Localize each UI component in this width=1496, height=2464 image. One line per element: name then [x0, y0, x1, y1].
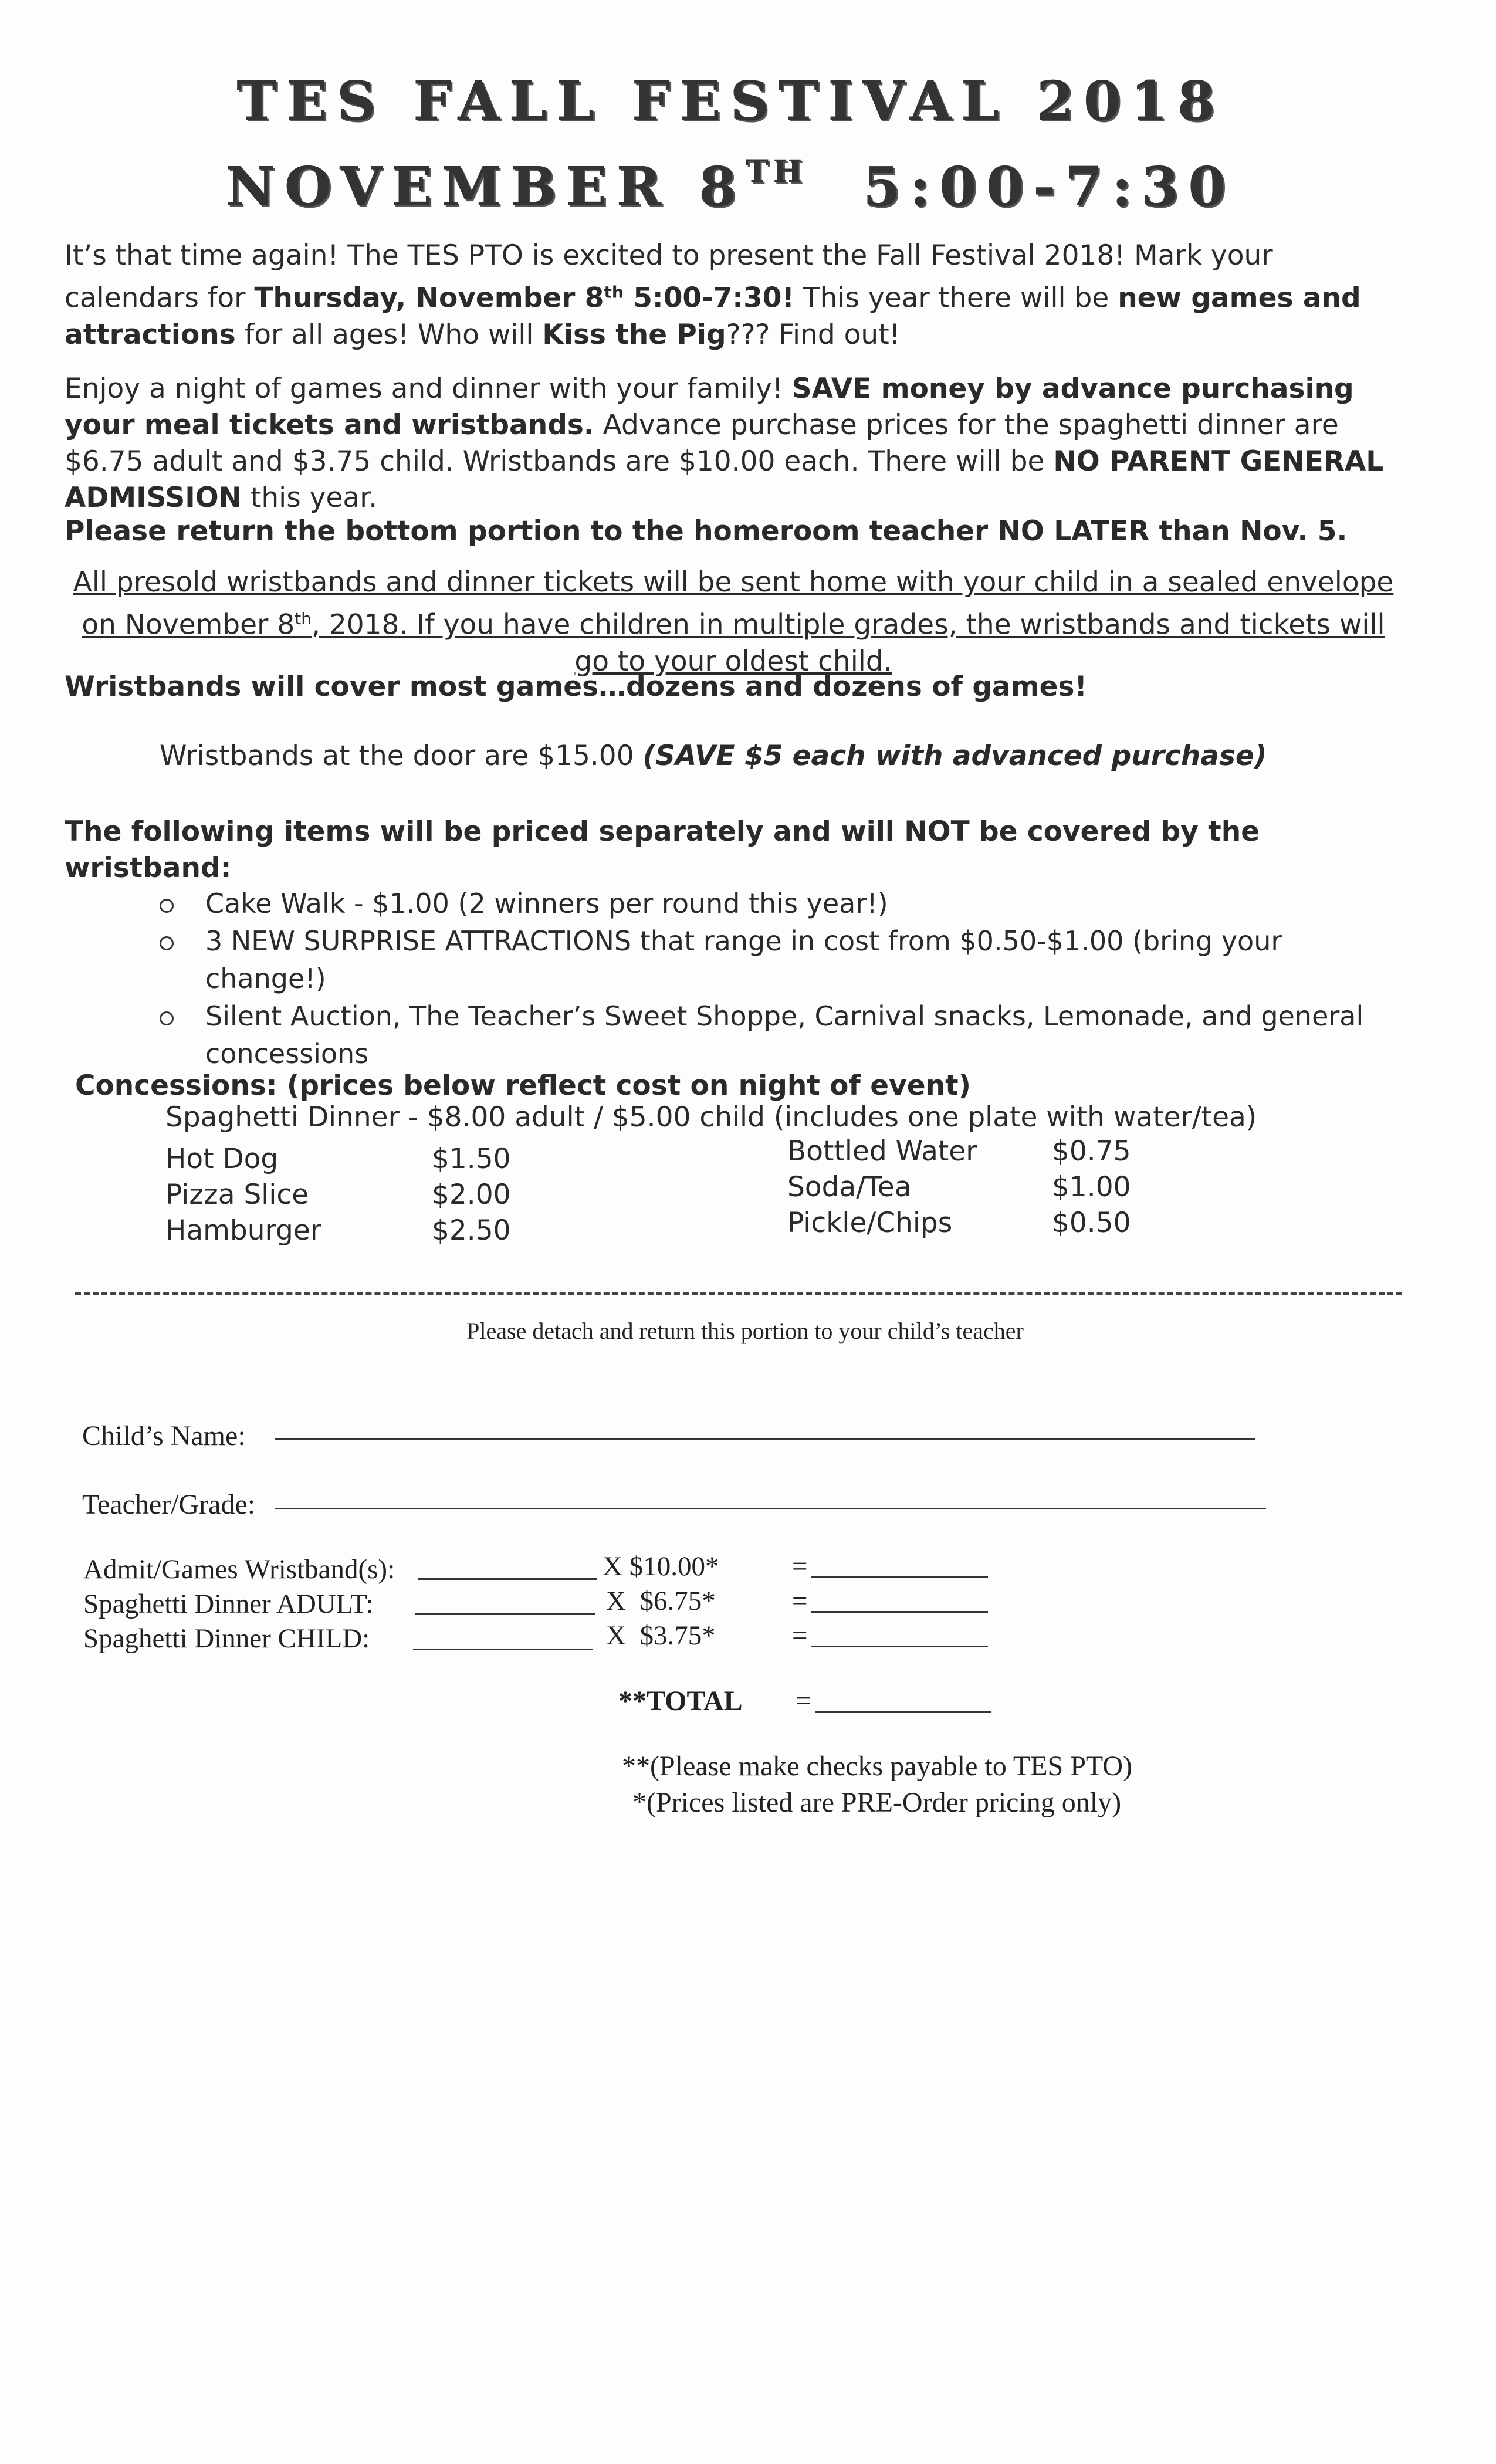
flyer-date-time	[0, 154, 1461, 218]
concession-item: Soda/Tea	[787, 1171, 912, 1203]
teacher-grade-field[interactable]	[275, 1508, 1266, 1509]
extra-items-list	[205, 885, 1367, 1072]
pricing-text: Advance purchase prices for the spaghetti dinner are $6.75 adult and $3.75 child. Wristbands are $10.00 each. There will be	[65, 409, 1339, 478]
total-label: **TOTAL	[618, 1685, 743, 1717]
adult-dinner-label: Spaghetti Dinner ADULT:	[83, 1589, 374, 1619]
wristband-unit-price: X $10.00*	[603, 1551, 719, 1582]
door-price-text: Wristbands at the door are $15.00	[160, 740, 643, 772]
concession-item: Pizza Slice	[165, 1179, 309, 1211]
concession-item: Pickle/Chips	[787, 1207, 953, 1239]
event-time: 5:00-7:30!	[623, 282, 794, 314]
separate-items-heading: The following items will be priced separately and will NOT be covered by the wristband:	[65, 815, 1260, 884]
concessions-heading: Concessions: (prices below reflect cost on night of event)	[75, 1069, 972, 1102]
bullet-icon	[160, 936, 174, 950]
equals-sign: =	[792, 1620, 808, 1651]
concession-price: $0.75	[1052, 1135, 1131, 1167]
door-price	[160, 738, 1333, 774]
child-dinner-qty-field[interactable]	[413, 1649, 593, 1650]
list-item-text: 3 NEW SURPRISE ATTRACTIONS that range in cost from $0.50-$1.00 (bring your change!)	[205, 925, 1282, 994]
equals-sign: =	[792, 1551, 808, 1582]
list-item	[205, 885, 1367, 922]
detach-note: Please detach and return this portion to your child’s teacher	[466, 1318, 1024, 1344]
list-item	[205, 997, 1367, 1072]
savings-note: (SAVE $5 each with advanced purchase)	[642, 740, 1267, 772]
list-item-text: Cake Walk - $1.00 (2 winners per round this year!)	[205, 888, 888, 919]
date-suffix: TH	[746, 154, 807, 189]
wristband-subtotal-field[interactable]	[811, 1576, 988, 1578]
kiss-the-pig: Kiss the Pig	[542, 318, 726, 351]
concession-price: $0.50	[1052, 1207, 1131, 1239]
equals-sign: =	[796, 1685, 812, 1717]
list-item	[205, 922, 1367, 997]
child-dinner-label: Spaghetti Dinner CHILD:	[83, 1623, 370, 1654]
child-name-label: Child’s Name:	[82, 1420, 246, 1451]
bullet-icon	[160, 899, 174, 913]
wristband-coverage: Wristbands will cover most games…dozens and dozens of games!	[65, 671, 1087, 703]
pricing-text: this year.	[242, 482, 378, 514]
teacher-grade-label: Teacher/Grade:	[82, 1489, 256, 1520]
concession-item: Hamburger	[165, 1214, 322, 1247]
intro-paragraph	[65, 238, 1402, 353]
pricing-paragraph	[65, 371, 1402, 516]
list-item-text: Silent Auction, The Teacher’s Sweet Shoppe, Carnival snacks, Lemonade, and general concessions	[205, 1000, 1364, 1069]
adult-dinner-unit-price: X $6.75*	[606, 1586, 716, 1616]
equals-sign: =	[792, 1586, 808, 1616]
concession-price: $1.00	[1052, 1171, 1131, 1203]
pricing-text: Enjoy a night of games and dinner with your family!	[65, 373, 792, 405]
child-dinner-subtotal-field[interactable]	[811, 1646, 988, 1647]
spaghetti-dinner-price: Spaghetti Dinner - $8.00 adult / $5.00 child (includes one plate with water/tea)	[165, 1101, 1257, 1133]
date-suffix: th	[295, 609, 312, 628]
new-attractions: new games and attractions	[65, 282, 1361, 351]
intro-text: This year there will be	[794, 282, 1118, 314]
intro-text: It’s that time again! The TES PTO is excited to present the Fall Festival 2018! Mark your calendars for	[65, 239, 1273, 314]
event-date: Thursday, November 8	[254, 282, 604, 314]
delivery-text: All presold wristbands and dinner tickets will be sent home with your child in a sealed envelope on November 8	[73, 566, 1394, 641]
concession-price: $2.50	[432, 1214, 511, 1247]
adult-dinner-qty-field[interactable]	[415, 1613, 595, 1615]
intro-text: for all ages! Who will	[235, 318, 543, 351]
intro-text: ??? Find out!	[726, 318, 901, 351]
preorder-pricing-note: *(Prices listed are PRE-Order pricing only)	[632, 1787, 1122, 1818]
date-month: NOVEMBER 8	[225, 155, 746, 218]
concession-item: Bottled Water	[787, 1135, 977, 1167]
date-suffix: th	[604, 282, 624, 302]
wristband-qty-field[interactable]	[418, 1578, 597, 1580]
event-time: 5:00-7:30	[863, 155, 1236, 218]
total-field[interactable]	[815, 1711, 991, 1713]
delivery-text: , 2018. If you have children in multiple grades, the wristbands and tickets will go to your oldest child.	[311, 608, 1385, 678]
detach-line	[75, 1292, 1402, 1295]
child-dinner-unit-price: X $3.75*	[606, 1620, 716, 1651]
concession-item: Hot Dog	[165, 1143, 279, 1175]
adult-dinner-subtotal-field[interactable]	[811, 1611, 988, 1613]
no-admission-note: NO PARENT GENERAL ADMISSION	[65, 445, 1384, 514]
delivery-note	[70, 564, 1396, 680]
flyer-title: TES FALL FESTIVAL 2018	[236, 69, 1224, 133]
bullet-icon	[160, 1011, 174, 1025]
save-money-note: SAVE money by advance purchasing your meal tickets and wristbands.	[65, 373, 1354, 441]
return-deadline: Please return the bottom portion to the homeroom teacher NO LATER than Nov. 5.	[65, 515, 1348, 547]
wristband-order-label: Admit/Games Wristband(s):	[83, 1554, 395, 1585]
concession-price: $2.00	[432, 1179, 511, 1211]
child-name-field[interactable]	[275, 1438, 1255, 1440]
check-payable-note: **(Please make checks payable to TES PTO)	[622, 1751, 1132, 1782]
concession-price: $1.50	[432, 1143, 511, 1175]
